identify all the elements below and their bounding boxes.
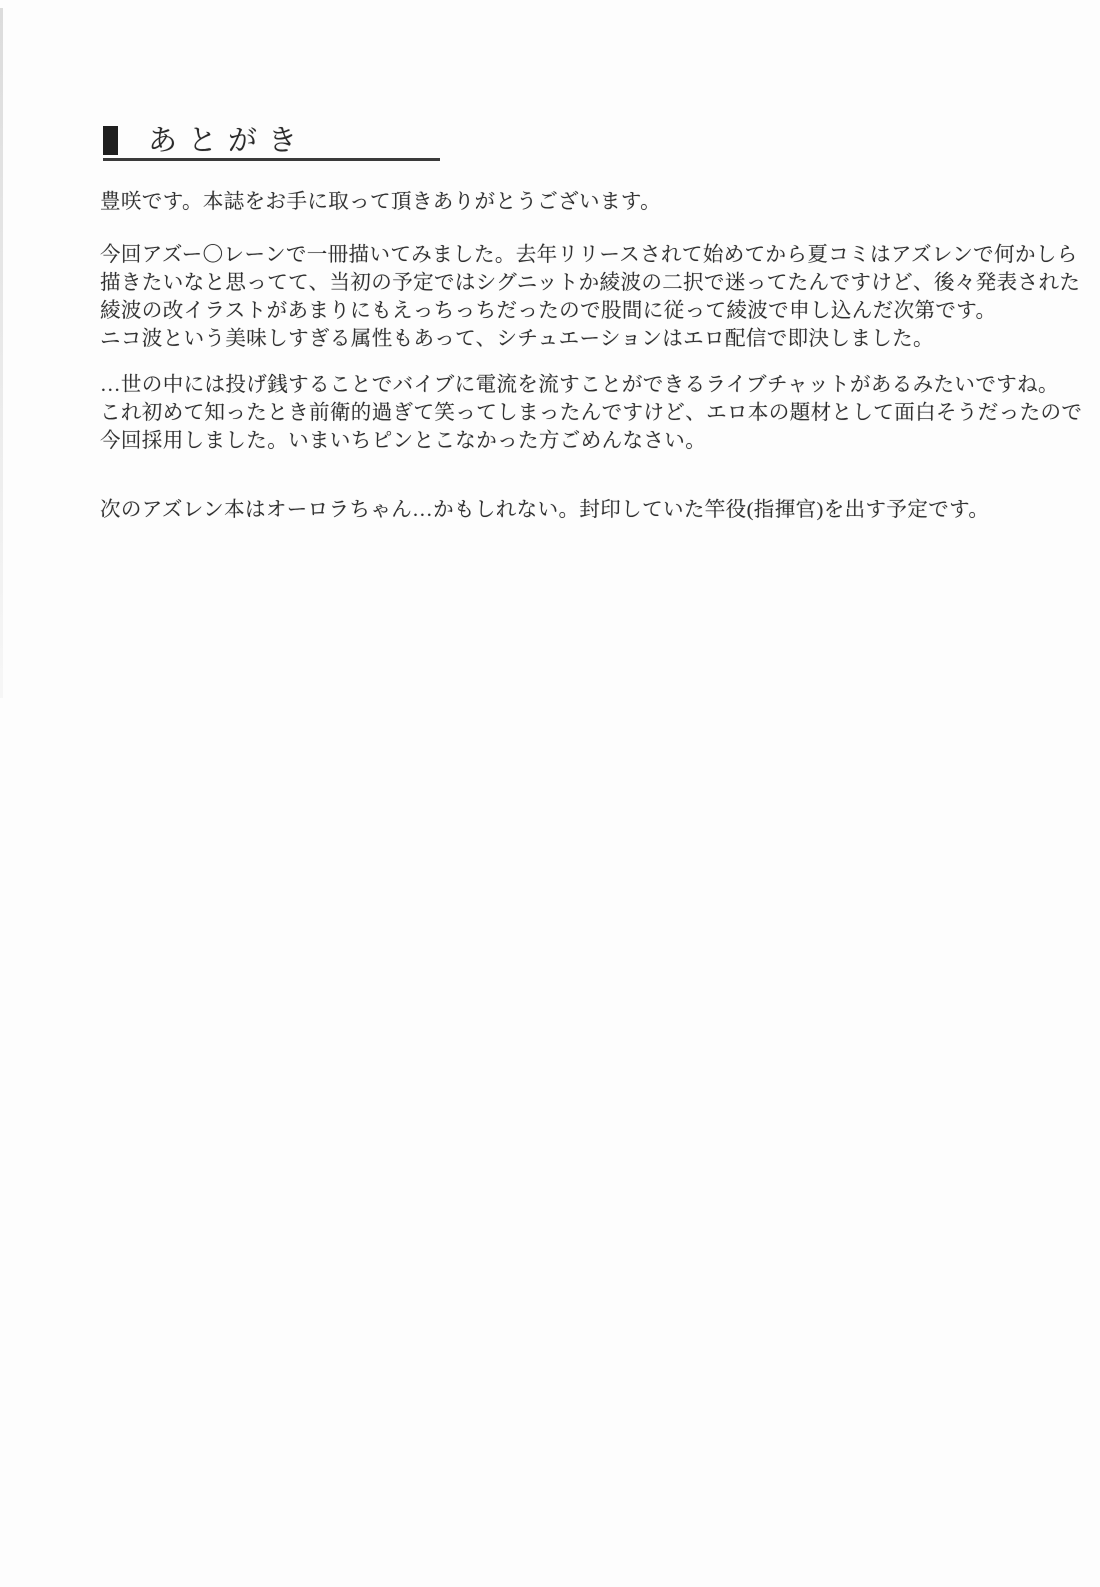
text-line: 今回採用しました。いまいちピンとこなかった方ごめんなさい。 xyxy=(100,430,707,452)
paragraph-livechat xyxy=(100,371,1083,455)
text-line: …世の中には投げ銭することでバイブに電流を流すことができるライブチャットがあるみたいですね。 xyxy=(100,374,1059,396)
text-line: 今回アズー〇レーンで一冊描いてみました。去年リリースされて始めてから夏コミはアズレンで何かしら xyxy=(100,244,1078,266)
text-line: 豊咲です。本誌をお手に取って頂きありがとうございます。 xyxy=(100,191,662,213)
page-title: あとがき xyxy=(148,125,309,157)
text-line: 次のアズレン本はオーロラちゃん…かもしれない。封印していた竿役(指揮官)を出す予定です。 xyxy=(100,499,990,521)
text-line: ニコ波という美味しすぎる属性もあって、シチュエーションはエロ配信で即決しました。 xyxy=(100,328,934,350)
scan-edge-artifact xyxy=(0,8,3,698)
text-line: これ初めて知ったとき前衛的過ぎて笑ってしまったんですけど、エロ本の題材として面白そうだったので xyxy=(100,402,1083,424)
paragraph-about-book xyxy=(100,241,1081,353)
paragraph-next-book xyxy=(100,496,1030,524)
text-line: 描きたいなと思ってて、当初の予定ではシグニットか綾波の二択で迷ってたんですけど、後々発表された xyxy=(100,272,1081,294)
paragraph-greeting xyxy=(100,188,1030,216)
section-heading-row xyxy=(103,126,440,161)
text-line: 綾波の改イラストがあまりにもえっちっちだったので股間に従って綾波で申し込んだ次第です。 xyxy=(100,300,997,322)
heading-bullet-square xyxy=(103,126,118,155)
